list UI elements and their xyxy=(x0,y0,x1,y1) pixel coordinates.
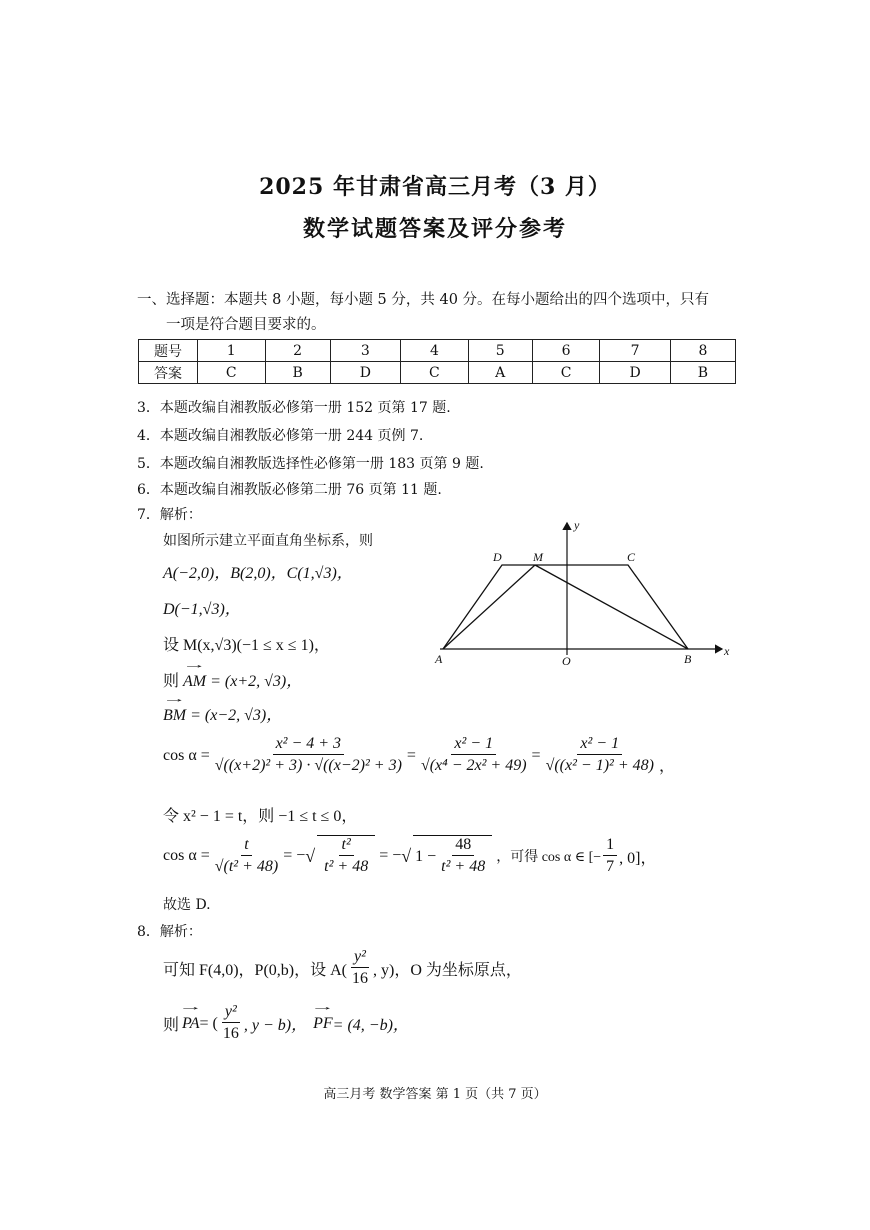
am-vector: → AM xyxy=(183,673,206,691)
q8-line-2 xyxy=(163,1003,409,1044)
pa-eq: = ( xyxy=(199,1014,218,1032)
q7-intro: 如图所示建立平面直角坐标系，则 xyxy=(163,533,373,549)
fraction-g3 xyxy=(438,836,488,877)
fraction-den: 16 xyxy=(352,970,368,987)
trapezoid-figure xyxy=(430,515,740,670)
table-cell: C xyxy=(198,362,266,384)
sqrt-icon: √ xyxy=(305,845,316,866)
pa-rest: , y − b)， xyxy=(243,1017,308,1034)
label-a: A xyxy=(435,652,443,666)
table-row xyxy=(139,362,736,384)
fraction-range-num: 1 xyxy=(603,836,617,856)
fraction-range xyxy=(603,836,617,877)
cos-label: cos α = xyxy=(163,746,210,764)
equals: = xyxy=(406,746,416,764)
trapezoid xyxy=(443,565,688,649)
fraction-g1-den: √(t² + 48) xyxy=(214,857,279,875)
table-cell: 3 xyxy=(330,340,401,362)
section-heading: 一、选择题：本题共 8 小题，每小题 5 分，共 40 分。在每小题给出的四个选项中，只有 xyxy=(137,292,710,308)
table-cell: 1 xyxy=(198,340,266,362)
q8-prefix: 则 xyxy=(163,1017,180,1034)
table-cell: C xyxy=(532,362,600,384)
table-cell: D xyxy=(600,362,671,384)
table-cell: 6 xyxy=(532,340,600,362)
fraction-2-num: x² − 1 xyxy=(451,735,496,755)
q8-given-rest: , y)，O 为坐标原点， xyxy=(373,962,522,979)
table-cell: C xyxy=(401,362,469,384)
fraction-3-num: x² − 1 xyxy=(577,735,622,755)
range-text: ，可得 cos α ∈ [− xyxy=(496,850,602,865)
q7-point-m: 设 M(x,√3)(−1 ≤ x ≤ 1)， xyxy=(163,637,330,654)
fraction-num: y² xyxy=(351,948,369,968)
sqrt-body xyxy=(317,835,375,877)
note-3: 3．本题改编自湘教版必修第一册 152 页第 17 题. xyxy=(137,400,451,416)
page-footer: 高三月考 数学答案 第 1 页（共 7 页） xyxy=(323,1087,547,1102)
fraction-1-den: √((x+2)² + 3) · √((x−2)² + 3) xyxy=(214,757,402,774)
fraction-den: 16 xyxy=(222,1025,239,1042)
table-cell: 4 xyxy=(401,340,469,362)
q8-line-1 xyxy=(163,948,522,989)
note-5: 5．本题改编自湘教版选择性必修第一册 183 页第 9 题. xyxy=(137,456,484,472)
bm-vector: → BM xyxy=(163,707,186,725)
table-cell: 答案 xyxy=(139,362,198,384)
pa-vector: → PA xyxy=(182,1015,199,1033)
table-row xyxy=(139,340,736,362)
bm-value: = (x−2, √3)， xyxy=(190,707,283,724)
answer-table xyxy=(138,339,736,384)
q7-points: A(−2,0)，B(2,0)，C(1,√3)， xyxy=(163,565,353,582)
q7-substitution: 令 x² − 1 = t，则 −1 ≤ t ≤ 0， xyxy=(163,808,358,825)
cos-label: cos α = xyxy=(163,847,210,864)
fraction-1 xyxy=(212,735,405,776)
one-minus: 1 − xyxy=(415,847,437,865)
table-cell: B xyxy=(265,362,330,384)
fraction-g1-num: t xyxy=(241,836,251,856)
label-y: y xyxy=(574,518,580,532)
page-subtitle: 数学试题答案及评分参考 xyxy=(302,216,567,242)
table-cell: A xyxy=(468,362,532,384)
label-b: B xyxy=(684,652,692,666)
am-prefix: 则 xyxy=(163,673,180,690)
fraction-2-den: √(x⁴ − 2x² + 49) xyxy=(420,757,527,774)
fraction-g1 xyxy=(212,836,281,877)
fraction-g3-den: t² + 48 xyxy=(441,858,486,875)
pf-vector: → PF xyxy=(313,1015,333,1033)
fraction-2 xyxy=(418,735,530,776)
fraction-g2 xyxy=(321,836,371,877)
fraction-num: y² xyxy=(222,1003,240,1023)
q7-cos-equation xyxy=(163,735,675,776)
sqrt-body xyxy=(413,835,492,877)
table-cell: 2 xyxy=(265,340,330,362)
range-end: , 0]， xyxy=(619,849,657,867)
table-cell: D xyxy=(330,362,401,384)
label-c: C xyxy=(627,550,636,564)
q7-vector-bm xyxy=(163,702,282,725)
note-6: 6．本题改编自湘教版必修第二册 76 页第 11 题. xyxy=(137,482,442,498)
q7-vector-am xyxy=(163,668,302,691)
label-d: D xyxy=(493,550,502,564)
q7-conclusion: 故选 D. xyxy=(163,897,211,913)
fraction-3-den: √((x² − 1)² + 48) xyxy=(545,757,654,774)
table-cell: 题号 xyxy=(139,340,198,362)
pf-value: = (4, −b)， xyxy=(332,1017,409,1034)
q8-label: 8．解析： xyxy=(137,924,202,940)
q7-cos-equation-2 xyxy=(163,835,656,877)
note-4: 4．本题改编自湘教版必修第一册 244 页例 7. xyxy=(137,428,424,444)
fraction-range-den: 7 xyxy=(606,857,615,875)
fraction-g2-den: t² + 48 xyxy=(324,858,369,875)
am-value: = (x+2, √3)， xyxy=(210,673,303,690)
label-o: O xyxy=(562,654,571,668)
segment-am xyxy=(443,565,535,649)
fraction-y2-16 xyxy=(349,948,371,989)
fraction-3 xyxy=(543,735,657,776)
page-title: 2025 年甘肃省高三月考（3 月） xyxy=(259,174,611,200)
table-cell: 5 xyxy=(468,340,532,362)
fraction-g2-num: t² xyxy=(339,836,354,856)
table-cell: 7 xyxy=(600,340,671,362)
q8-given: 可知 F(4,0)，P(0,b)，设 A( xyxy=(163,962,347,979)
table-cell: 8 xyxy=(670,340,735,362)
section-heading-cont: 一项是符合题目要求的。 xyxy=(166,317,326,333)
neg-equals: = − xyxy=(379,847,402,864)
equals: = xyxy=(531,746,541,764)
sqrt-icon: √ xyxy=(401,845,412,866)
neg-equals: = − xyxy=(283,847,306,864)
comma: ， xyxy=(658,758,675,775)
fraction-1-num: x² − 4 + 3 xyxy=(273,735,345,755)
q7-label: 7．解析： xyxy=(137,507,202,523)
fraction-g3-num: 48 xyxy=(452,836,474,856)
q7-point-d: D(−1,√3)， xyxy=(163,601,241,618)
table-cell: B xyxy=(670,362,735,384)
segment-bm xyxy=(535,565,688,649)
label-x: x xyxy=(724,644,730,658)
label-m: M xyxy=(533,550,543,564)
fraction-y2-16 xyxy=(220,1003,242,1044)
